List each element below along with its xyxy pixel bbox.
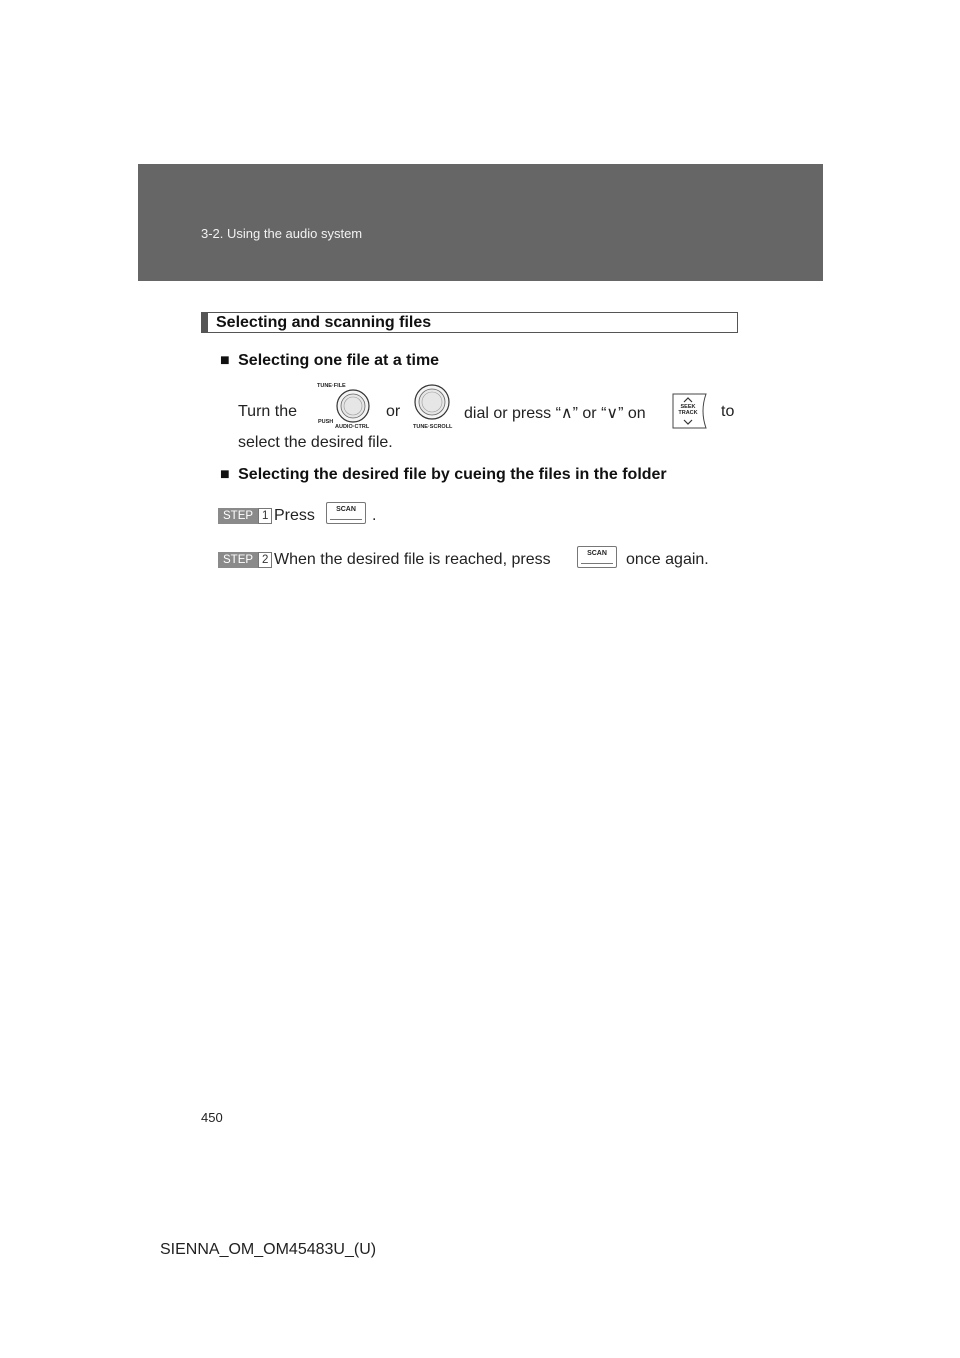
seek-track-label: SEEK TRACK xyxy=(678,404,698,416)
step-1-text-press: Press xyxy=(274,507,315,524)
text-or: or xyxy=(386,403,401,420)
scan-button-icon: SCAN xyxy=(577,546,617,568)
text-dial-or-press: dial or press “∧” or “∨” on xyxy=(464,405,646,422)
bullet-square: ■ xyxy=(220,352,230,369)
section-label: 3-2. Using the audio system xyxy=(201,226,363,241)
title-accent xyxy=(202,313,208,332)
subsection-heading-1 xyxy=(220,352,439,370)
dial-label-tune-scroll: TUNE·SCROLL xyxy=(413,424,453,430)
scan-button-icon: SCAN xyxy=(326,502,366,524)
section-title: Selecting and scanning files xyxy=(216,314,432,331)
dial-label-tune-file: TUNE·FILE xyxy=(317,383,346,389)
tune-file-dial-icon xyxy=(316,382,372,430)
step-2-badge: STEP 2 xyxy=(218,552,272,568)
header-band xyxy=(138,164,823,281)
step-2-text-before: When the desired file is reached, press xyxy=(274,551,551,568)
step-1-text-period: . xyxy=(372,507,377,524)
text-turn-the: Turn the xyxy=(238,403,297,420)
subsection-heading-2 xyxy=(220,466,667,484)
seek-track-button-icon xyxy=(672,393,712,429)
dial-label-push: PUSH xyxy=(318,419,334,425)
subsection-title-1: Selecting one file at a time xyxy=(238,352,440,369)
footer-document-code: SIENNA_OM_OM45483U_(U) xyxy=(160,1241,377,1258)
tune-scroll-dial-icon xyxy=(410,382,454,430)
subsection-title-2: Selecting the desired file by cueing the files in the folder xyxy=(238,466,667,483)
step-2-text-after: once again. xyxy=(626,551,709,568)
step-1-badge: STEP 1 xyxy=(218,508,272,524)
page-number: 450 xyxy=(201,1110,223,1125)
bullet-square: ■ xyxy=(220,466,230,483)
dial-label-audio-ctrl: AUDIO·CTRL xyxy=(335,424,370,430)
section-title-bar xyxy=(201,312,738,333)
text-select-file: select the desired file. xyxy=(238,434,393,451)
text-to: to xyxy=(721,403,735,420)
